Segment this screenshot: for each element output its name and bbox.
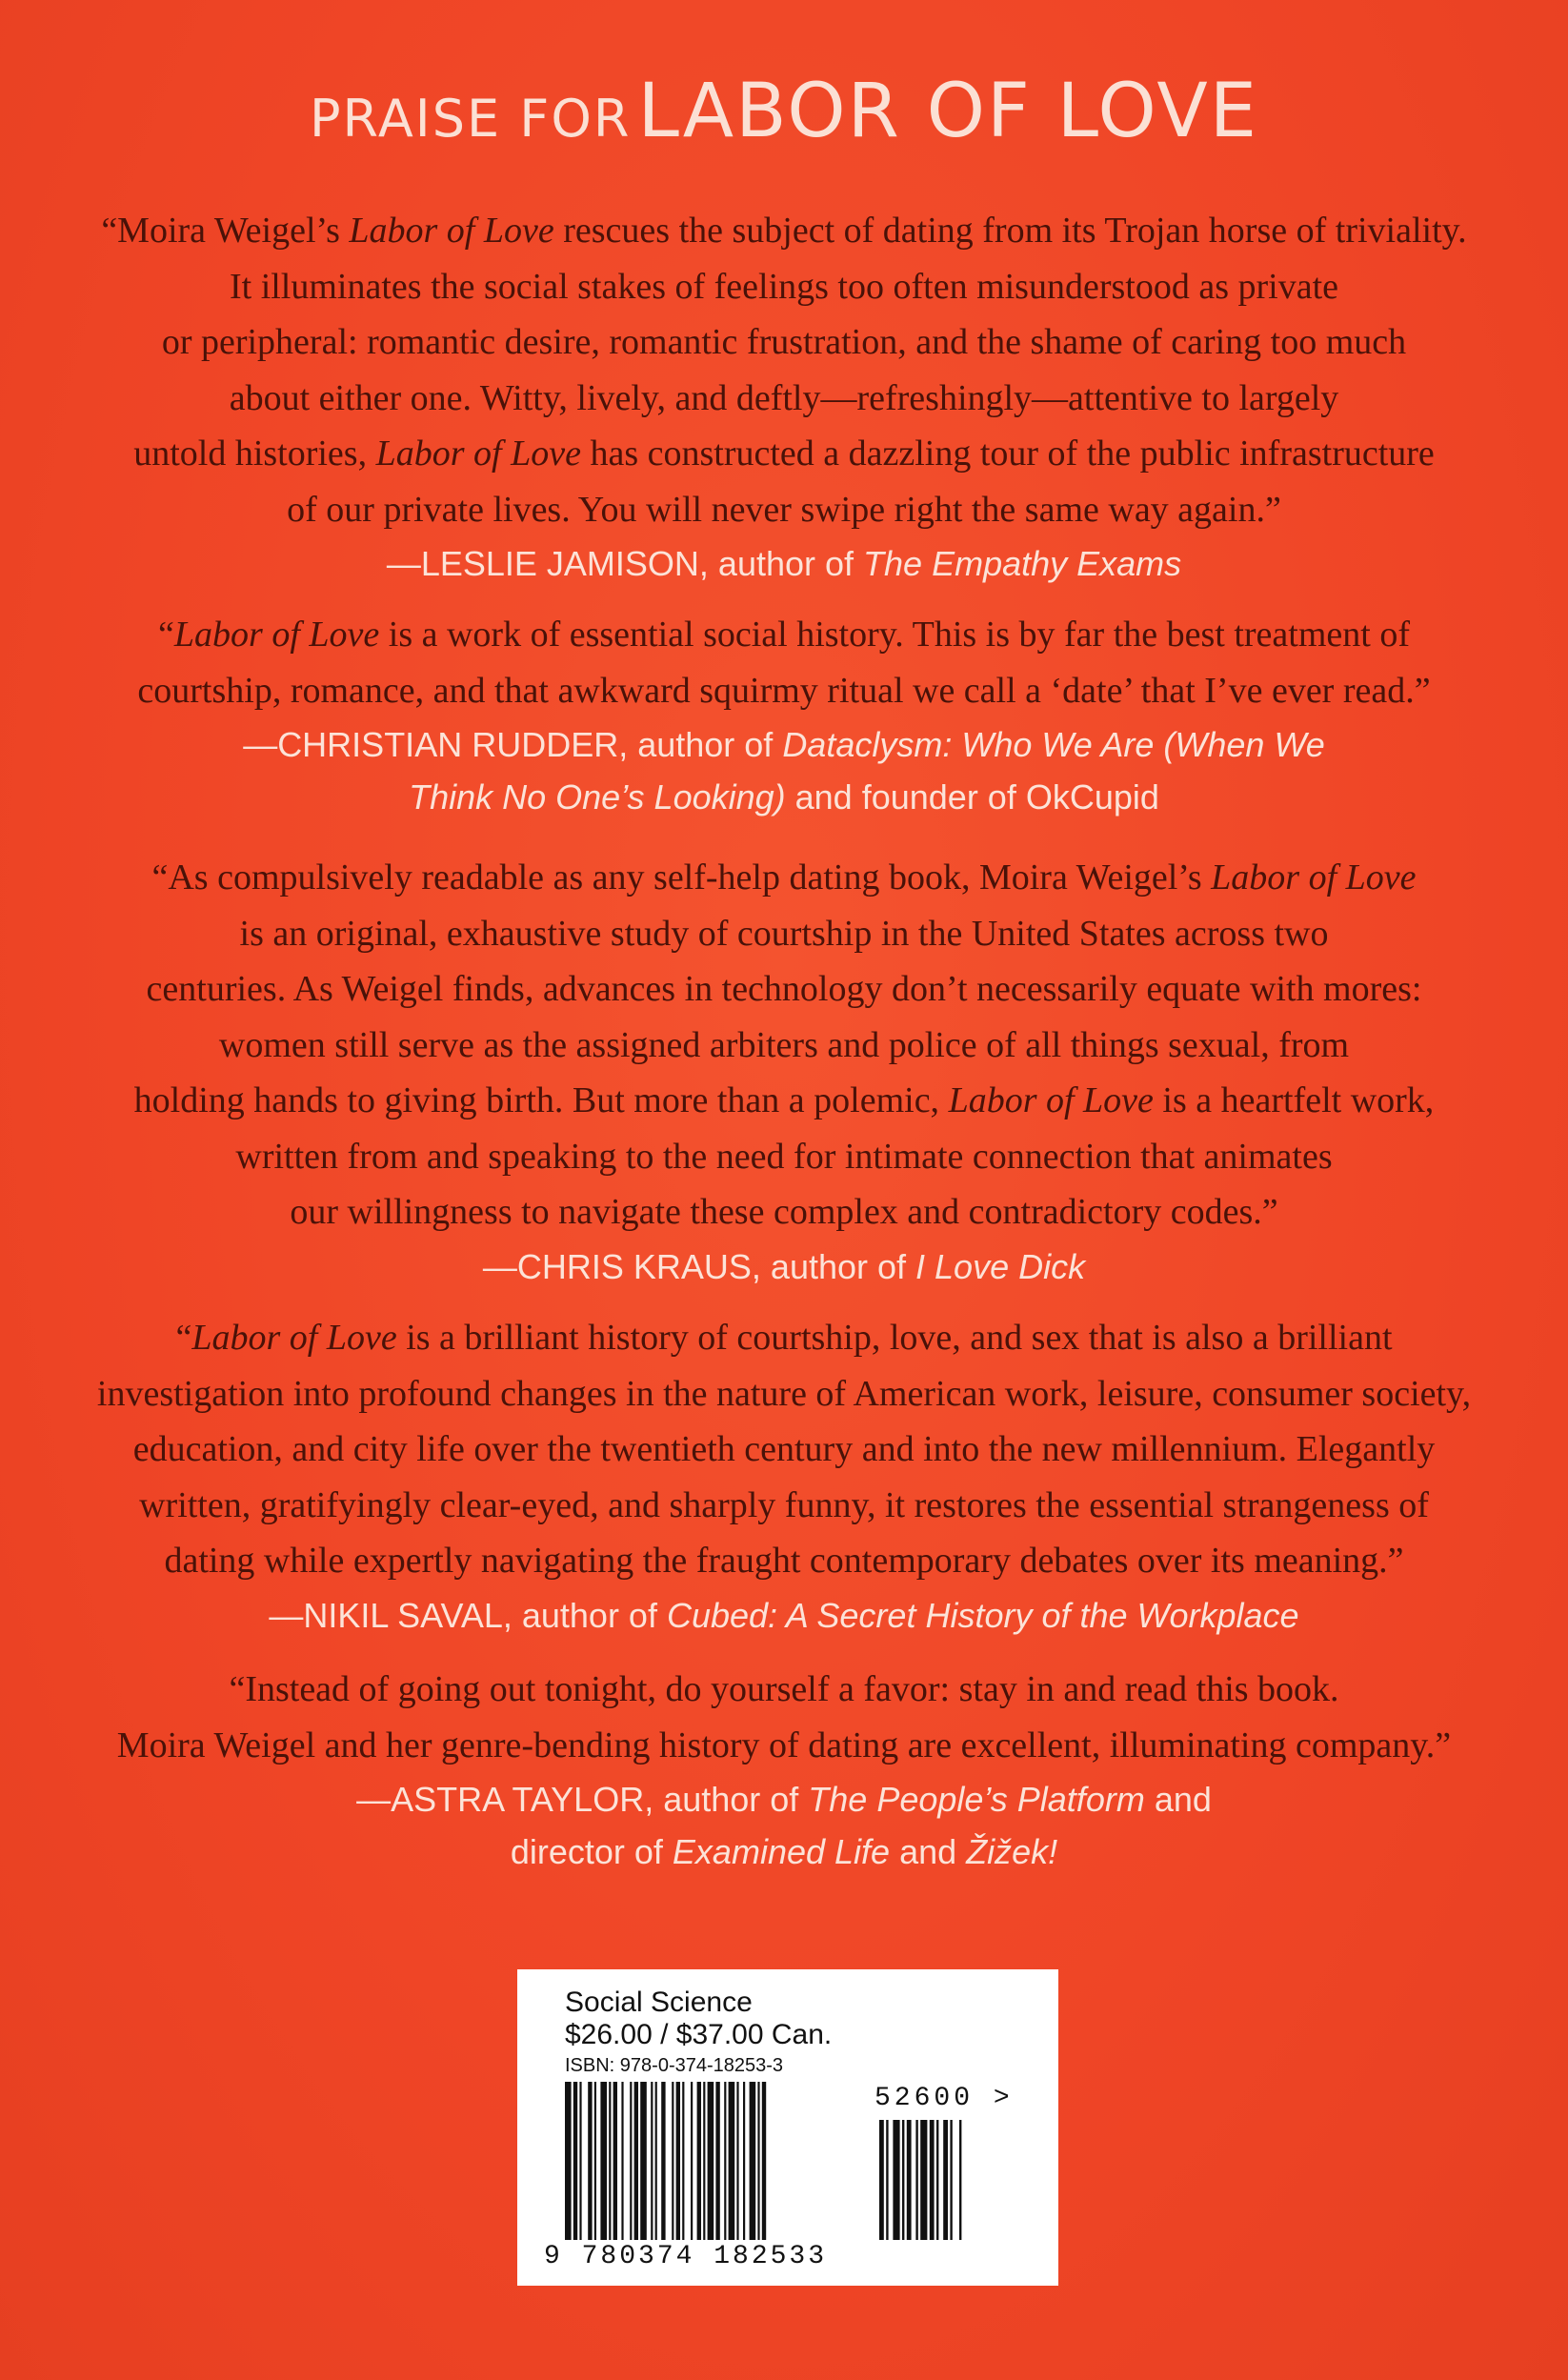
text-run: —LESLIE JAMISON, author of [386,544,864,583]
barcode-bar [682,2082,684,2240]
text-run: “ [158,615,174,655]
italic-title-run: I Love Dick [915,1246,1086,1286]
text-line [38,1718,1530,1774]
text-line [38,961,1530,1018]
barcode-bar [715,2082,719,2240]
text-run: untold histories, [133,434,376,474]
text-line [38,906,1530,962]
italic-title-run: The Empathy Exams [863,544,1182,583]
text-run: women still serve as the assigned arbiters and police of all things sexual, from [218,1024,1350,1065]
blurb-kraus [38,850,1530,1293]
barcode-bar [621,2082,623,2240]
book-category: Social Science [565,1987,753,2018]
text-run: centuries. As Weigel finds, advances in technology don’t necessarily equate with mores: [146,969,1422,1009]
italic-title-run: Labor of Love [191,1318,397,1358]
text-run: investigation into profound changes in the nature of American work, leisure, consumer society, [96,1373,1472,1414]
text-line [38,1240,1530,1293]
italic-title-run: Labor of Love [375,434,581,474]
italic-title-run: Labor of Love [173,615,380,655]
text-run: dating while expertly navigating the fraught contemporary debates over its meaning.” [164,1541,1404,1581]
text-run: “Moira Weigel’s [101,211,350,251]
praise-heading-title: LABOR OF LOVE [637,69,1259,154]
barcode-icon [565,2082,1032,2242]
blurb-attribution [38,1773,1530,1878]
text-run: “As compulsively readable as any self-help dating book, Moira Weigel’s [151,857,1212,898]
blurb-taylor [38,1662,1530,1878]
barcode-bar [565,2082,572,2240]
text-run: is a heartfelt work, [1153,1080,1435,1120]
blurb-saval [38,1310,1530,1642]
barcode-bar [886,2120,888,2240]
blurb-attribution [38,1589,1530,1642]
text-line [38,371,1530,427]
barcode-label [517,1969,1058,2286]
text-run: and [890,1832,967,1871]
barcode-bar [736,2082,738,2240]
text-line [38,259,1530,315]
text-run: our willingness to navigate these complex and contradictory codes.” [290,1192,1278,1232]
text-run: of our private lives. You will never swipe right the same way again.” [287,489,1281,530]
text-run: rescues the subject of dating from its Trojan horse of triviality. [553,211,1467,251]
barcode-bar [594,2082,596,2240]
barcode-bar [893,2120,899,2240]
italic-title-run: Labor of Love [349,211,554,251]
text-run: —CHRIS KRAUS, author of [482,1246,916,1286]
italic-title-run: Examined Life [672,1832,891,1871]
text-line [38,607,1530,663]
barcode-bar [762,2082,766,2240]
barcode-bar [879,2120,884,2240]
blurb-quote [38,1310,1530,1589]
text-line [38,537,1530,590]
text-line [38,1773,1530,1825]
italic-title-run: Labor of Love [948,1080,1154,1120]
barcode-bar [708,2082,714,2240]
text-line [38,203,1530,259]
barcode-bar [757,2082,759,2240]
praise-heading [0,69,1568,154]
blurb-quote [38,1662,1530,1773]
barcode-bar [943,2120,948,2240]
isbn-text: ISBN: 978-0-374-18253-3 [565,2055,784,2076]
barcode-bar [902,2120,904,2240]
barcode-bar [613,2082,617,2240]
barcode-bar [634,2082,638,2240]
text-line [38,1129,1530,1185]
barcode-bar [729,2082,735,2240]
barcode-bar [703,2082,705,2240]
blurb-quote [38,850,1530,1240]
barcode-bar [630,2082,632,2240]
text-run: —ASTRA TAYLOR, author of [356,1780,809,1819]
barcode-bar [920,2120,927,2240]
text-run: Moira Weigel and her genre-bending history of dating are excellent, illuminating company.” [116,1724,1452,1765]
blurb-jamison [38,203,1530,590]
italic-title-run: Labor of Love [1211,857,1417,898]
barcode-bar [936,2120,938,2240]
text-line [38,1310,1530,1366]
text-run: “ [175,1318,192,1358]
barcode-bar [661,2082,665,2240]
barcode-bar [651,2082,653,2240]
barcode-bar [655,2082,657,2240]
blurb-quote [38,203,1530,537]
text-run: and [1144,1780,1212,1819]
italic-title-run: The People’s Platform [808,1780,1145,1819]
barcode-bar [691,2082,693,2240]
barcode-bar [672,2082,673,2240]
text-line [38,314,1530,371]
italic-title-run: Cubed: A Secret History of the Workplace [666,1595,1299,1635]
text-line [38,718,1530,771]
italic-title-run: Žižek! [966,1832,1058,1871]
barcode-bar [907,2120,912,2240]
blurb-rudder [38,607,1530,823]
text-line [38,1533,1530,1589]
barcode-digits: 9 780374 182533 [544,2242,828,2271]
text-run: holding hands to giving birth. But more than a polemic, [133,1080,949,1120]
barcode-bar [724,2082,726,2240]
text-line [38,771,1530,823]
text-run: about either one. Witty, lively, and deftly—refreshingly—attentive to largely [229,377,1339,418]
text-run: —CHRISTIAN RUDDER, author of [243,725,783,764]
barcode-bar [697,2082,701,2240]
text-run: is a brilliant history of courtship, love, and sex that is also a brilliant [396,1318,1393,1358]
text-run: or peripheral: romantic desire, romantic frustration, and the shame of caring too much [161,322,1407,362]
text-run: has constructed a dazzling tour of the public infrastructure [580,434,1435,474]
italic-title-run: Dataclysm: Who We Are (When We [782,725,1325,764]
barcode-bar [640,2082,647,2240]
text-run: “Instead of going out tonight, do yourself a favor: stay in and read this book. [229,1669,1339,1709]
text-line [38,1662,1530,1718]
text-line [38,1589,1530,1642]
text-run: is an original, exhaustive study of courtship in the United States across two [239,913,1329,954]
blurb-attribution [38,718,1530,823]
text-run: —NIKIL SAVAL, author of [269,1595,667,1635]
barcode-bar [579,2082,581,2240]
barcode-bar [676,2082,680,2240]
barcode-supplement-digits: 52600 > [874,2084,1014,2113]
barcode-bar [930,2120,935,2240]
text-run: courtship, romance, and that awkward squirmy ritual we call a ‘date’ that I’ve ever read.” [137,670,1431,711]
text-line [38,1184,1530,1240]
text-run: It illuminates the social stakes of feelings too often misunderstood as private [229,266,1338,307]
text-line [38,663,1530,719]
text-line [38,1825,1530,1878]
barcode-bar [600,2082,607,2240]
barcode-bar [609,2082,611,2240]
barcode-bar [950,2120,952,2240]
text-line [38,1422,1530,1478]
barcode-bar [743,2082,745,2240]
barcode-bar [959,2120,961,2240]
text-line [38,1073,1530,1129]
book-price: $26.00 / $37.00 Can. [565,2019,833,2050]
text-line [38,426,1530,482]
text-run: director of [510,1832,673,1871]
text-line [38,1366,1530,1422]
text-run: and founder of OkCupid [785,777,1159,817]
barcode-bar [915,2120,917,2240]
text-run: education, and city life over the twentieth century and into the new millennium. Elegantly [132,1429,1436,1469]
barcode-bar [588,2082,592,2240]
blurb-attribution [38,1240,1530,1293]
blurb-quote [38,607,1530,718]
barcode-bar [750,2082,756,2240]
praise-heading-prefix: PRAISE FOR [309,89,632,149]
text-line [38,482,1530,538]
blurb-attribution [38,537,1530,590]
barcode-bar [573,2082,577,2240]
italic-title-run: Think No One’s Looking) [409,777,786,817]
text-run: is a work of essential social history. This is by far the best treatment of [379,615,1410,655]
text-run: written, gratifyingly clear-eyed, and sharply funny, it restores the essential strangeness of [139,1484,1429,1525]
text-line [38,1018,1530,1074]
text-line [38,1478,1530,1534]
text-run: written from and speaking to the need for intimate connection that animates [235,1136,1333,1177]
text-line [38,850,1530,906]
